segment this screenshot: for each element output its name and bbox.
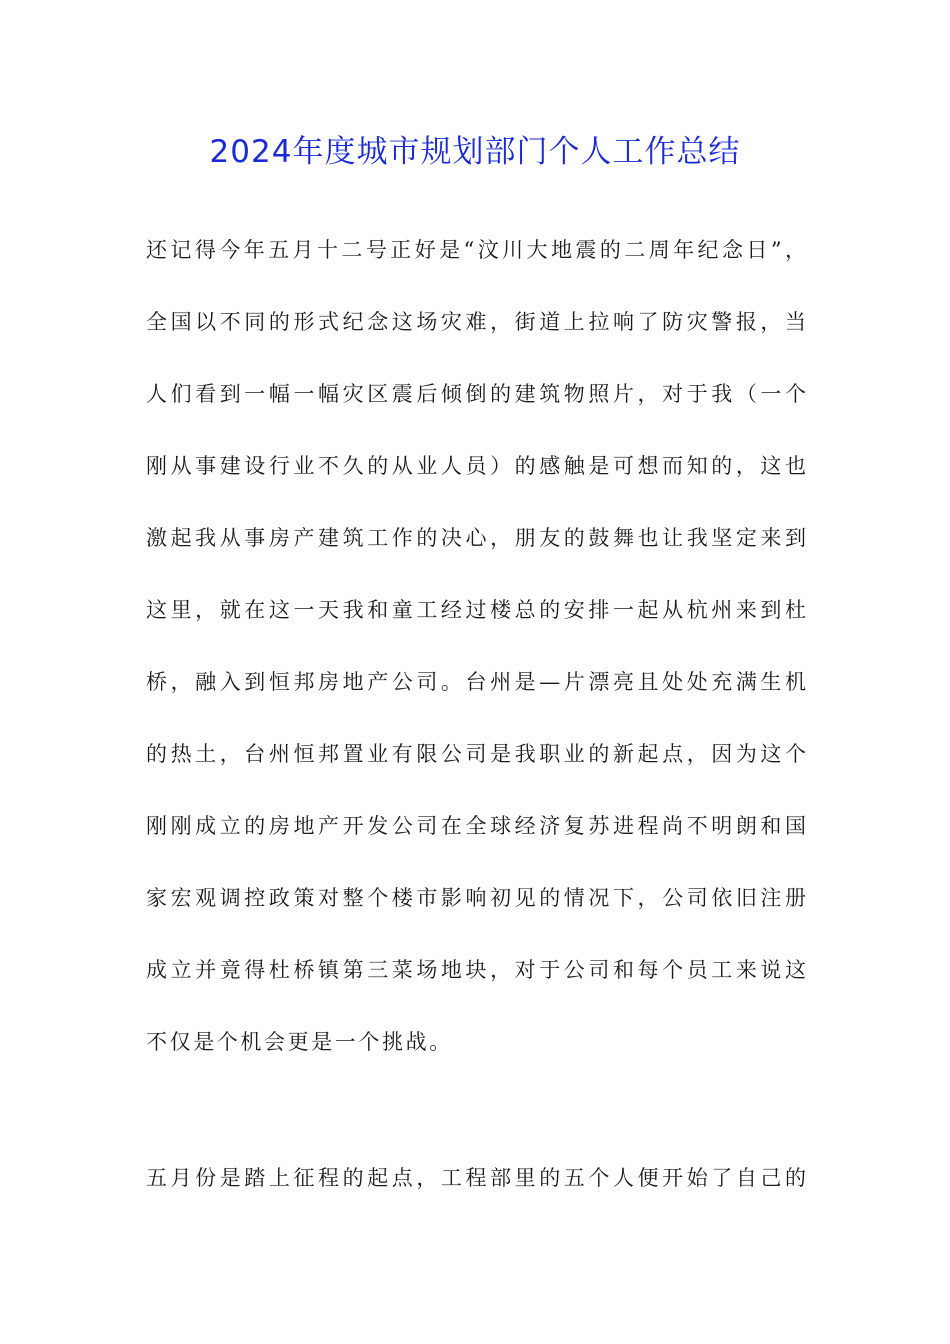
paragraph-1: [146, 214, 806, 1078]
text-line: 五月份是踏上征程的起点，工程部里的五个人便开始了自己的: [146, 1166, 806, 1190]
document-title: 2024年度城市规划部门个人工作总结: [209, 134, 741, 170]
text-line: 家宏观调控政策对整个楼市影响初见的情况下，公司依旧注册: [146, 886, 806, 910]
text-line: 这里，就在这一天我和童工经过楼总的安排一起从杭州来到杜: [146, 598, 806, 622]
text-line: 人们看到一幅一幅灾区震后倾倒的建筑物照片，对于我（一个: [146, 382, 806, 406]
text-line: 的热土，台州恒邦置业有限公司是我职业的新起点，因为这个: [146, 742, 806, 766]
text-line: 不仅是个机会更是一个挑战。: [146, 1030, 453, 1054]
text-line: 全国以不同的形式纪念这场灾难，街道上拉响了防灾警报，当: [146, 310, 806, 334]
text-line: 刚从事建设行业不久的从业人员）的感触是可想而知的，这也: [146, 454, 806, 478]
text-line: 成立并竟得杜桥镇第三菜场地块，对于公司和每个员工来说这: [146, 958, 806, 982]
text-line: 激起我从事房产建筑工作的决心，朋友的鼓舞也让我坚定来到: [146, 526, 806, 550]
text-line: 桥，融入到恒邦房地产公司。台州是—片漂亮且处处充满生机: [146, 670, 806, 694]
text-line: 刚刚成立的房地产开发公司在全球经济复苏进程尚不明朗和国: [146, 814, 806, 838]
text-line: 还记得今年五月十二号正好是“汶川大地震的二周年纪念日”，: [146, 238, 806, 262]
paragraph-2: [146, 1142, 806, 1214]
